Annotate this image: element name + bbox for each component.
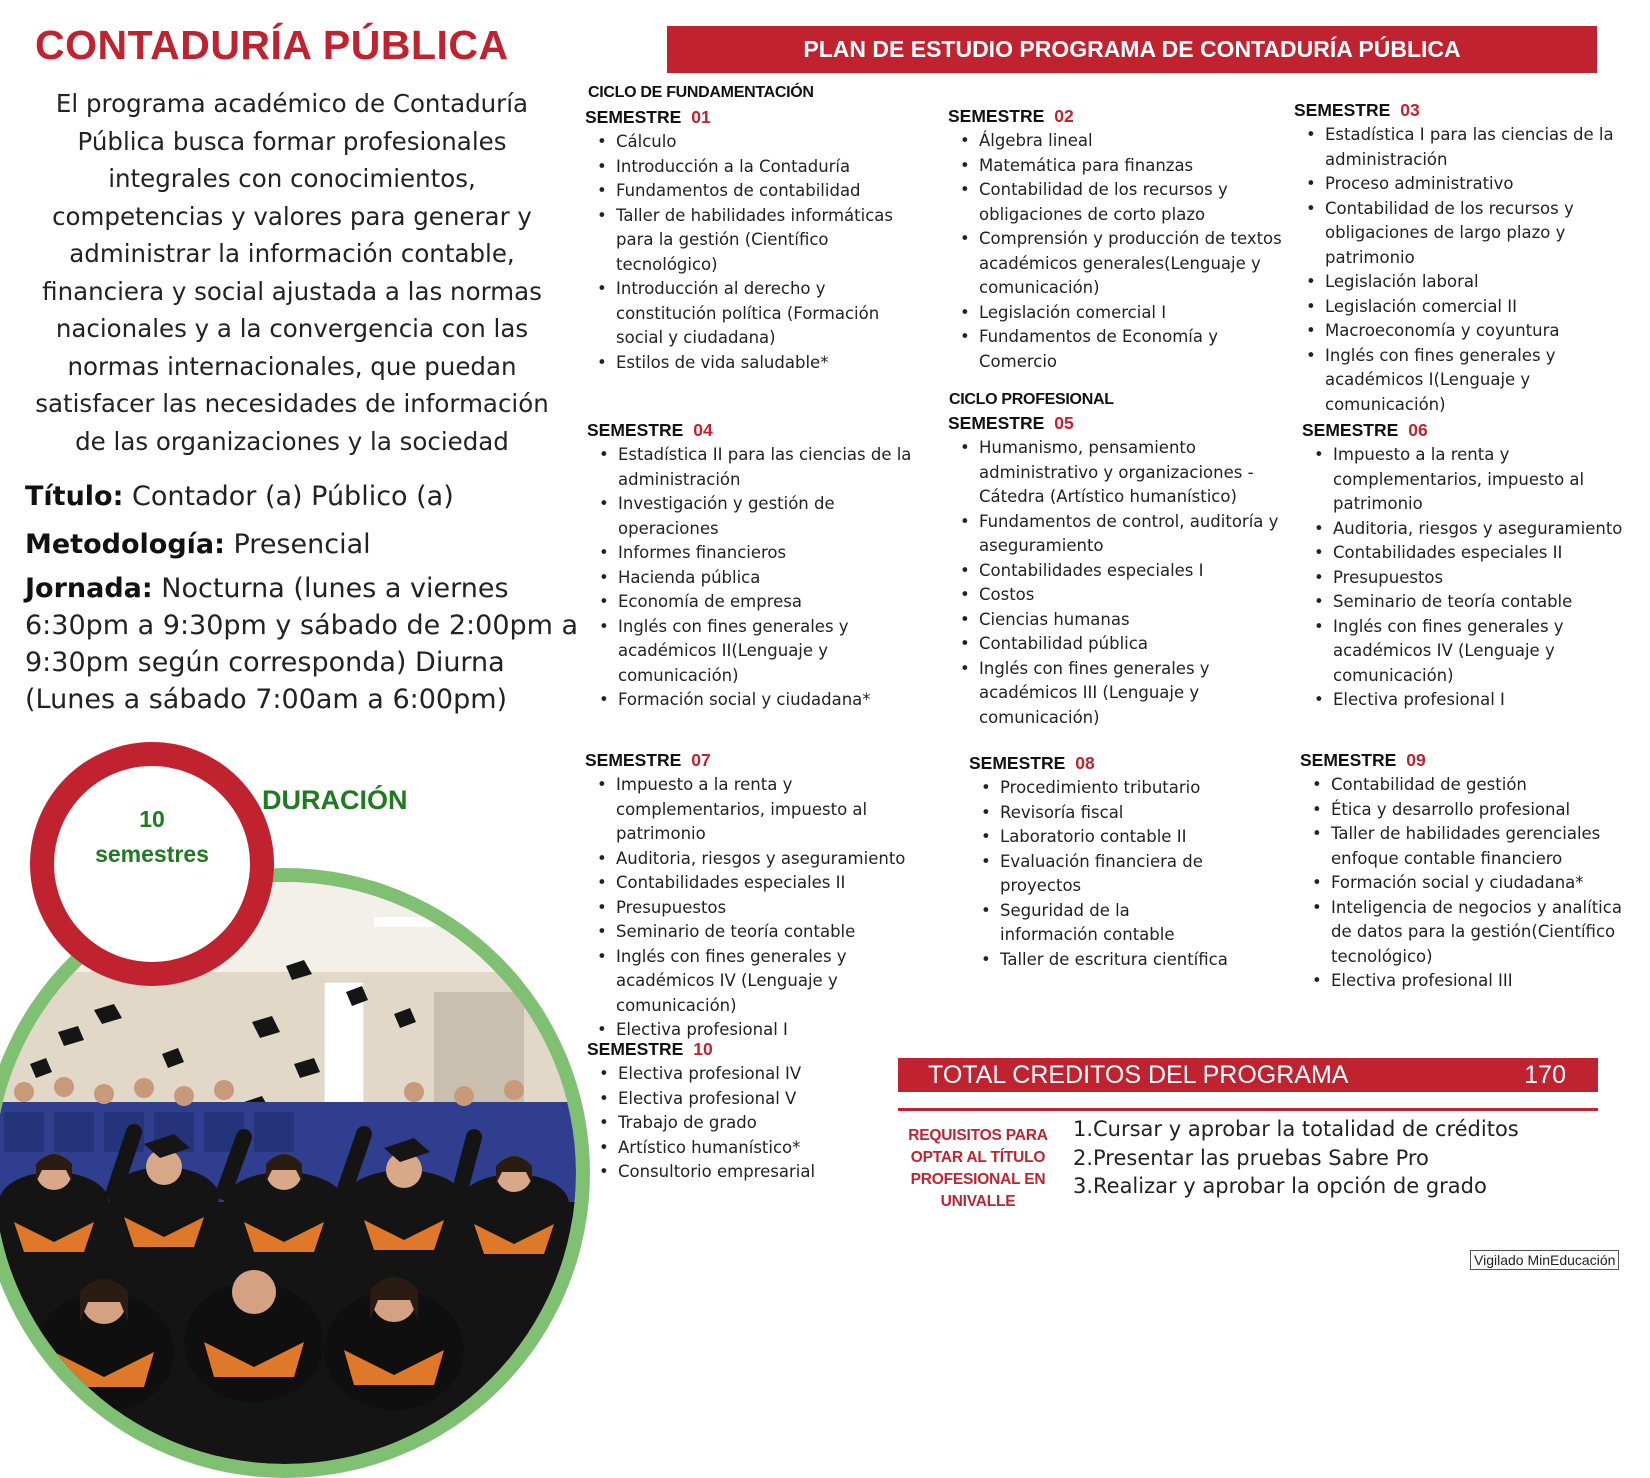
course-item: • Macroeconomía y coyuntura bbox=[1294, 319, 1649, 344]
duration-label: DURACIÓN bbox=[262, 785, 408, 815]
requirement-text: Presentar las pruebas Sabre Pro bbox=[1093, 1145, 1429, 1170]
course-item: • Electiva profesional V bbox=[587, 1087, 932, 1112]
course-item: • Proceso administrativo bbox=[1294, 172, 1649, 197]
course-item: • Impuesto a la renta y complementarios, impuesto al patrimonio bbox=[1302, 443, 1647, 517]
course-item: • Comprensión y producción de textos académicos generales(Lenguaje y comunicación) bbox=[948, 227, 1293, 301]
semester-05 bbox=[948, 411, 1293, 730]
course-item: • Taller de habilidades informáticas para la gestión (Científico tecnológico) bbox=[585, 204, 930, 278]
semester-08-header bbox=[969, 751, 1314, 776]
semester-04-header bbox=[587, 418, 932, 443]
semester-number: 03 bbox=[1400, 100, 1420, 120]
semester-07 bbox=[585, 748, 930, 1043]
semester-number: 02 bbox=[1054, 106, 1074, 126]
course-item: • Legislación comercial II bbox=[1294, 295, 1649, 320]
requirements-label: REQUISITOS PARA OPTAR AL TÍTULO PROFESIONAL EN UNIVALLE bbox=[908, 1127, 1048, 1210]
requirements-list bbox=[1073, 1115, 1519, 1201]
semester-03-courses bbox=[1294, 123, 1649, 417]
semester-number: 09 bbox=[1406, 750, 1426, 770]
course-item: • Trabajo de grado bbox=[587, 1111, 932, 1136]
semester-04-courses bbox=[587, 443, 932, 713]
course-item: • Ética y desarrollo profesional bbox=[1300, 798, 1645, 823]
semester-04 bbox=[587, 418, 932, 713]
course-item: • Electiva profesional I bbox=[1302, 688, 1647, 713]
semester-10-header bbox=[587, 1037, 932, 1062]
course-item: • Contabilidad de los recursos y obligaciones de corto plazo bbox=[948, 178, 1293, 227]
semester-09-header bbox=[1300, 748, 1645, 773]
course-item: • Contabilidades especiales II bbox=[1302, 541, 1647, 566]
semester-number: 10 bbox=[693, 1039, 713, 1059]
semester-02 bbox=[948, 104, 1293, 374]
course-item: • Costos bbox=[948, 583, 1293, 608]
course-item: • Inteligencia de negocios y analítica de datos para la gestión(Científico tecnológico) bbox=[1300, 896, 1645, 970]
semester-label: SEMESTRE bbox=[1300, 750, 1397, 770]
course-item: • Presupuestos bbox=[1302, 566, 1647, 591]
course-item: • Fundamentos de contabilidad bbox=[585, 179, 930, 204]
metodologia-value: Presencial bbox=[224, 529, 371, 560]
semester-08-courses bbox=[969, 776, 1314, 972]
requirement-text: Realizar y aprobar la opción de grado bbox=[1093, 1174, 1487, 1198]
semester-05-courses bbox=[948, 436, 1293, 730]
course-item: • Contabilidades especiales I bbox=[948, 559, 1293, 584]
semester-label: SEMESTRE bbox=[1302, 420, 1399, 440]
semester-01-header bbox=[585, 105, 930, 130]
info-jornada bbox=[25, 570, 585, 718]
semester-07-header bbox=[585, 748, 930, 773]
graduation-illustration bbox=[0, 882, 576, 1464]
semester-09-courses bbox=[1300, 773, 1645, 994]
course-item: • Introducción a la Contaduría bbox=[585, 155, 930, 180]
course-item: • Cálculo bbox=[585, 130, 930, 155]
course-item: • Consultorio empresarial bbox=[587, 1160, 932, 1185]
semester-06-courses bbox=[1302, 443, 1647, 713]
semester-label: SEMESTRE bbox=[585, 107, 682, 127]
course-item: • Legislación comercial I bbox=[948, 301, 1293, 326]
course-item: • Auditoria, riesgos y aseguramiento bbox=[585, 847, 930, 872]
jornada-label: Jornada: bbox=[25, 573, 153, 604]
titulo-value: Contador (a) Público (a) bbox=[123, 481, 454, 512]
semester-label: SEMESTRE bbox=[948, 413, 1045, 433]
titulo-label: Título: bbox=[25, 481, 124, 512]
vigilado-footer: Vigilado MinEducación bbox=[1470, 1250, 1619, 1270]
course-item: • Seminario de teoría contable bbox=[1302, 590, 1647, 615]
course-item: • Inglés con fines generales y académicos IV (Lenguaje y comunicación) bbox=[1302, 615, 1647, 689]
semester-06 bbox=[1302, 418, 1647, 713]
course-item: • Informes financieros bbox=[587, 541, 932, 566]
semester-label: SEMESTRE bbox=[948, 106, 1045, 126]
course-item: • Ciencias humanas bbox=[948, 608, 1293, 633]
semester-09 bbox=[1300, 748, 1645, 994]
duration-number: 10 bbox=[139, 806, 165, 832]
semester-number: 06 bbox=[1408, 420, 1428, 440]
requirement-item: 3.Realizar y aprobar la opción de grado bbox=[1073, 1174, 1487, 1198]
course-item: • Electiva profesional III bbox=[1300, 969, 1645, 994]
semester-number: 04 bbox=[693, 420, 713, 440]
semester-label: SEMESTRE bbox=[1294, 100, 1391, 120]
course-item: • Contabilidades especiales II bbox=[585, 871, 930, 896]
semester-01-courses bbox=[585, 130, 930, 375]
semester-10-courses bbox=[587, 1062, 932, 1185]
duration-unit: semestres bbox=[95, 841, 209, 867]
course-item: • Formación social y ciudadana* bbox=[587, 688, 932, 713]
course-item: • Procedimiento tributario bbox=[969, 776, 1314, 801]
course-item: • Fundamentos de control, auditoría y aseguramiento bbox=[948, 510, 1293, 559]
duration-value bbox=[54, 802, 250, 872]
course-item: • Contabilidad pública bbox=[948, 632, 1293, 657]
info-titulo bbox=[25, 478, 585, 515]
semester-10 bbox=[587, 1037, 932, 1185]
semester-08 bbox=[969, 751, 1314, 972]
jornada-value: Nocturna (lunes a viernes 6:30pm a 9:30pm y sábado de 2:00pm a 9:30pm según corresponda) Diurna (Lunes a sábado 7:00am a 6:00pm) bbox=[25, 573, 579, 715]
semester-02-courses bbox=[948, 129, 1293, 374]
requirement-item: 2.Presentar las pruebas Sabre Pro bbox=[1073, 1145, 1429, 1170]
semester-07-courses bbox=[585, 773, 930, 1043]
course-item: • Formación social y ciudadana* bbox=[1300, 871, 1645, 896]
course-item: • Contabilidad de los recursos y obligaciones de largo plazo y patrimonio bbox=[1294, 197, 1649, 271]
semester-03-header bbox=[1294, 98, 1649, 123]
requirement-item: 1.Cursar y aprobar la totalidad de créditos bbox=[1073, 1117, 1519, 1141]
course-item: • Estadística II para las ciencias de la administración bbox=[587, 443, 932, 492]
course-item: • Hacienda pública bbox=[587, 566, 932, 591]
cycle-profesional: CICLO PROFESIONAL bbox=[949, 391, 1114, 408]
course-item: • Inglés con fines generales y académicos III (Lenguaje y comunicación) bbox=[948, 657, 1293, 731]
total-credits-bar bbox=[898, 1058, 1598, 1092]
course-item: • Impuesto a la renta y complementarios, impuesto al patrimonio bbox=[585, 773, 930, 847]
semester-02-header bbox=[948, 104, 1293, 129]
course-item: • Inglés con fines generales y académicos IV (Lenguaje y comunicación) bbox=[585, 945, 930, 1019]
semester-number: 07 bbox=[691, 750, 711, 770]
semester-label: SEMESTRE bbox=[969, 753, 1066, 773]
course-item: • Estadística I para las ciencias de la administración bbox=[1294, 123, 1649, 172]
course-item: • Auditoria, riesgos y aseguramiento bbox=[1302, 517, 1647, 542]
course-item: • Álgebra lineal bbox=[948, 129, 1293, 154]
semester-label: SEMESTRE bbox=[585, 750, 682, 770]
course-item: • Presupuestos bbox=[585, 896, 930, 921]
course-item: • Electiva profesional I bbox=[585, 1018, 930, 1043]
graduation-photo bbox=[0, 882, 576, 1464]
course-item: • Evaluación financiera de proyectos bbox=[969, 850, 1314, 899]
course-item: • Fundamentos de Economía y Comercio bbox=[948, 325, 1293, 374]
semester-05-header bbox=[948, 411, 1293, 436]
semester-01 bbox=[585, 105, 930, 375]
course-item: • Electiva profesional IV bbox=[587, 1062, 932, 1087]
course-item: • Seguridad de la información contable bbox=[969, 899, 1314, 948]
course-item: • Humanismo, pensamiento administrativo y organizaciones - Cátedra (Artístico humanístico) bbox=[948, 436, 1293, 510]
program-title: CONTADURÍA PÚBLICA bbox=[35, 22, 509, 68]
requirement-text: Cursar y aprobar la totalidad de créditos bbox=[1093, 1117, 1519, 1141]
course-item: • Contabilidad de gestión bbox=[1300, 773, 1645, 798]
course-item: • Artístico humanístico* bbox=[587, 1136, 932, 1161]
semester-06-header bbox=[1302, 418, 1647, 443]
course-item: • Laboratorio contable II bbox=[969, 825, 1314, 850]
metodologia-label: Metodología: bbox=[25, 529, 225, 560]
course-item: • Seminario de teoría contable bbox=[585, 920, 930, 945]
course-item: • Economía de empresa bbox=[587, 590, 932, 615]
course-item: • Estilos de vida saludable* bbox=[585, 351, 930, 376]
semester-number: 01 bbox=[691, 107, 711, 127]
program-description: El programa académico de Contaduría Pública busca formar profesionales integrales con conocimientos, competencias y valores para generar y administrar la información contable, financiera y social ajustada a las normas nacionales y a la convergencia con las normas internacionales, que puedan satisfacer las necesidades de información de las organizaciones y la sociedad bbox=[35, 89, 549, 456]
cycle-fundamentacion: CICLO DE FUNDAMENTACIÓN bbox=[588, 84, 814, 101]
semester-number: 08 bbox=[1075, 753, 1095, 773]
info-metodologia bbox=[25, 526, 585, 563]
semester-label: SEMESTRE bbox=[587, 1039, 684, 1059]
course-item: • Legislación laboral bbox=[1294, 270, 1649, 295]
course-item: • Taller de habilidades gerenciales enfoque contable financiero bbox=[1300, 822, 1645, 871]
course-item: • Inglés con fines generales y académicos II(Lenguaje y comunicación) bbox=[587, 615, 932, 689]
course-item: • Revisoría fiscal bbox=[969, 801, 1314, 826]
total-credits-label: TOTAL CREDITOS DEL PROGRAMA bbox=[928, 1061, 1349, 1089]
semester-label: SEMESTRE bbox=[587, 420, 684, 440]
course-item: • Matemática para finanzas bbox=[948, 154, 1293, 179]
plan-banner: PLAN DE ESTUDIO PROGRAMA DE CONTADURÍA PÚBLICA bbox=[667, 26, 1597, 73]
semester-03 bbox=[1294, 98, 1649, 417]
course-item: • Taller de escritura científica bbox=[969, 948, 1314, 973]
course-item: • Introducción al derecho y constitución política (Formación social y ciudadana) bbox=[585, 277, 930, 351]
course-item: • Investigación y gestión de operaciones bbox=[587, 492, 932, 541]
divider bbox=[898, 1108, 1598, 1111]
total-credits-value: 170 bbox=[1524, 1061, 1566, 1089]
course-item: • Inglés con fines generales y académicos I(Lenguaje y comunicación) bbox=[1294, 344, 1649, 418]
semester-number: 05 bbox=[1054, 413, 1074, 433]
